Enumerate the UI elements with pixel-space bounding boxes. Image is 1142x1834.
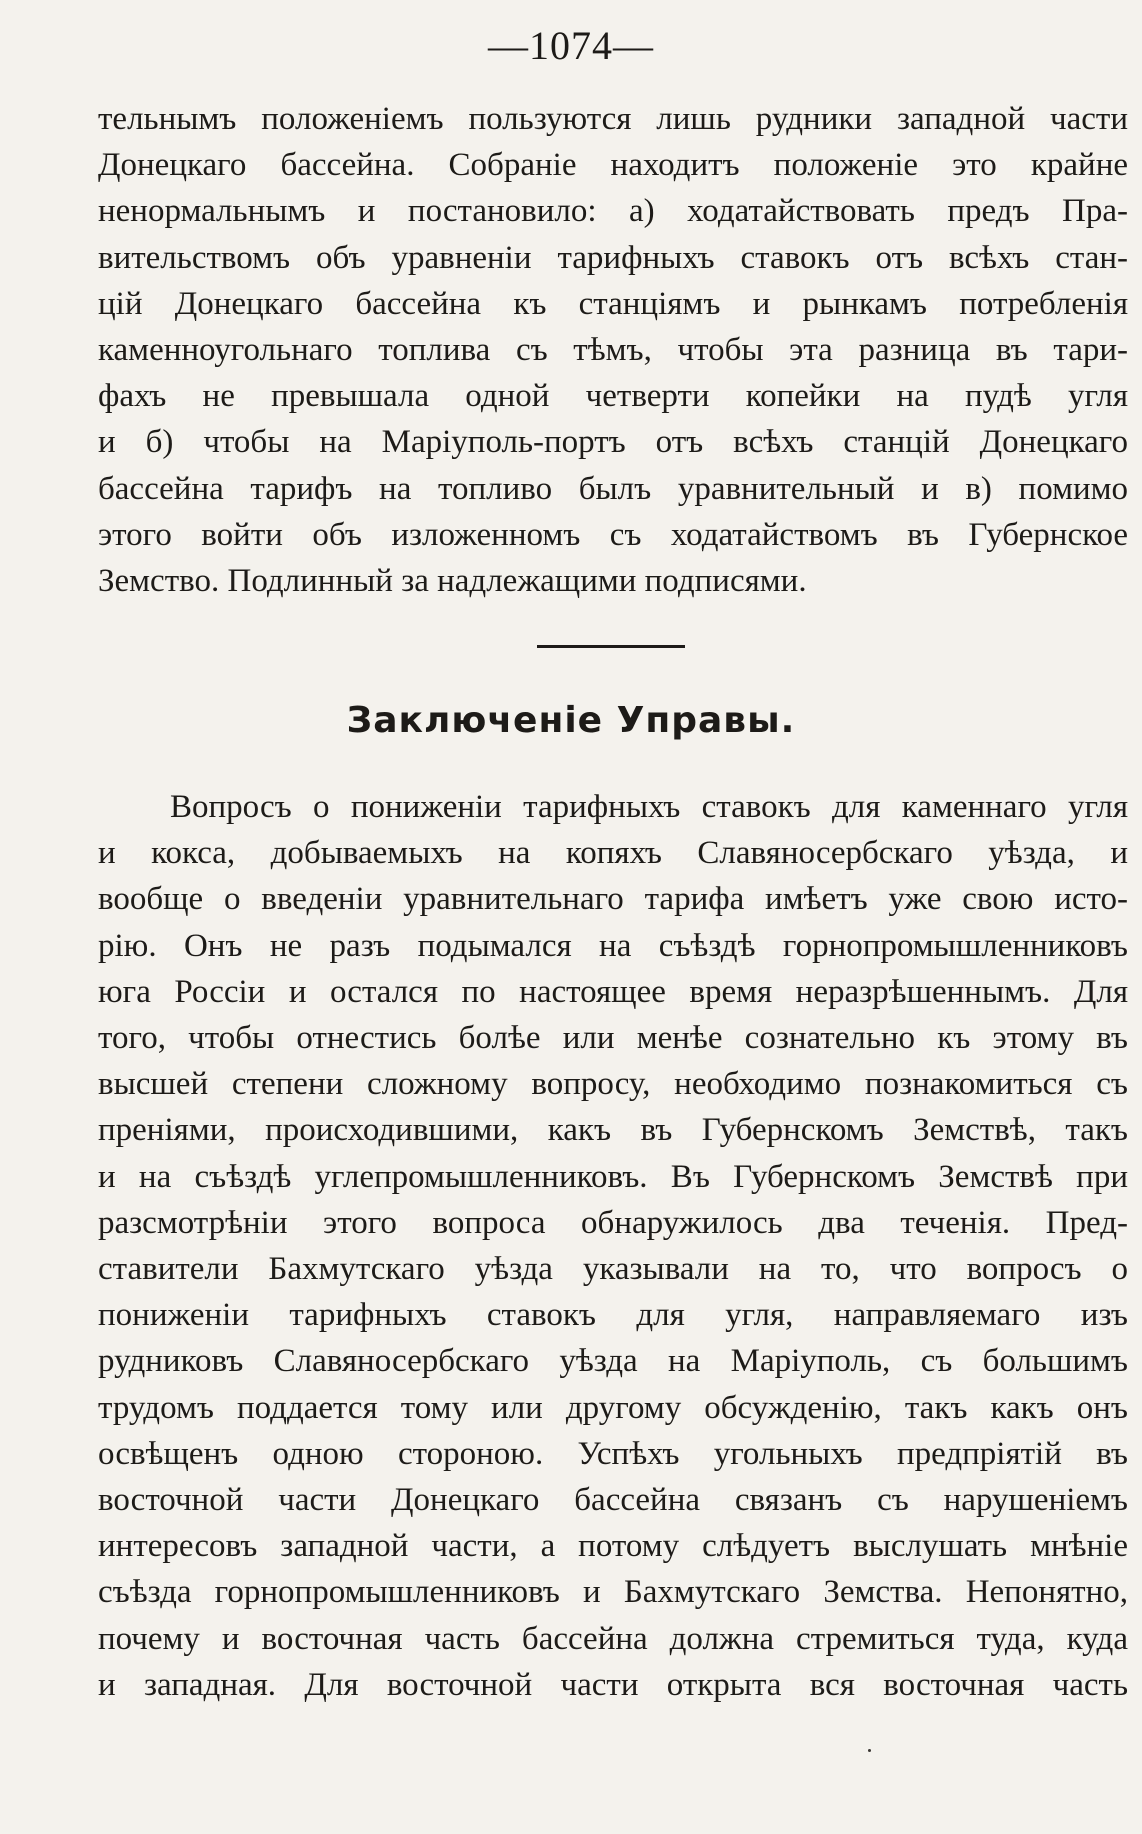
text-line: тельнымъ положеніемъ пользуются лишь рудники западной части (98, 101, 1128, 137)
text-line: юга Россіи и остался по настоящее время неразрѣшеннымъ. Для (98, 973, 1128, 1010)
text-line: Донецкаго бассейна. Собраніе находитъ положеніе это крайне (98, 147, 1128, 184)
text-line: ненормальнымъ и постановило: а) ходатайствовать предъ Пра- (98, 193, 1128, 230)
text-line: и б) чтобы на Маріуполь-портъ отъ всѣхъ станцій Донецкаго (98, 424, 1128, 461)
text-line: вообще о введеніи уравнительнаго тарифа имѣетъ уже свою исто- (98, 881, 1128, 918)
text-line: цій Донецкаго бассейна къ станціямъ и рынкамъ потребленія (98, 285, 1128, 322)
section-divider (537, 645, 685, 648)
text-line: рію. Онъ не разъ подымался на съѣздѣ горнопромышленниковъ (98, 927, 1128, 964)
page-number: —1074— (488, 23, 654, 68)
text-line: того, чтобы отнестись болѣе или менѣе сознательно къ этому въ (98, 1020, 1128, 1057)
text-line: ставители Бахмутскаго уѣзда указывали на то, что вопросъ о (98, 1251, 1128, 1288)
text-line: съѣзда горнопромышленниковъ и Бахмутскаго Земства. Непонятно, (98, 1574, 1128, 1611)
text-line: освѣщенъ одною стороною. Успѣхъ угольныхъ предпріятій въ (98, 1435, 1128, 1472)
text-line: восточной части Донецкаго бассейна связанъ съ нарушеніемъ (98, 1482, 1128, 1519)
text-line: каменноугольнаго топлива съ тѣмъ, чтобы эта разница въ тари- (98, 332, 1128, 369)
text-line: и на съѣздѣ углепромышленниковъ. Въ Губернскомъ Земствѣ при (98, 1158, 1128, 1195)
text-line: трудомъ поддается тому или другому обсужденію, такъ какъ онъ (98, 1389, 1128, 1426)
text-line: почему и восточная часть бассейна должна стремиться туда, куда (98, 1620, 1128, 1657)
paragraph-resolution (98, 96, 1128, 604)
text-line: Земство. Подлинный за надлежащими подписями. (98, 563, 807, 600)
section-heading: Заключеніе Управы. (346, 700, 796, 741)
text-line: пониженіи тарифныхъ ставокъ для угля, направляемаго изъ (98, 1297, 1128, 1334)
text-line: и западная. Для восточной части открыта вся восточная часть (98, 1666, 1128, 1703)
text-line: и кокса, добываемыхъ на копяхъ Славяносербскаго уѣзда, и (98, 835, 1128, 872)
text-line: рудниковъ Славяносербскаго уѣзда на Маріуполь, съ большимъ (98, 1343, 1128, 1380)
text-line: Вопросъ о пониженіи тарифныхъ ставокъ для каменнаго угля (170, 789, 1128, 825)
paragraph-conclusion (98, 784, 1128, 1708)
text-line: интересовъ западной части, а потому слѣдуетъ выслушать мнѣніе (98, 1528, 1128, 1565)
ink-speck (868, 1749, 871, 1752)
text-line: бассейна тарифъ на топливо былъ уравнительный и в) помимо (98, 470, 1128, 507)
text-line: этого войти объ изложенномъ съ ходатайствомъ въ Губернское (98, 516, 1128, 553)
text-line: разсмотрѣніи этого вопроса обнаружилось два теченія. Пред- (98, 1204, 1128, 1241)
text-line: фахъ не превышала одной четверти копейки на пудѣ угля (98, 378, 1128, 415)
text-line: высшей степени сложному вопросу, необходимо познакомиться съ (98, 1066, 1128, 1103)
text-line: преніями, происходившими, какъ въ Губернскомъ Земствѣ, такъ (98, 1112, 1128, 1149)
text-line: вительствомъ объ уравненіи тарифныхъ ставокъ отъ всѣхъ стан- (98, 239, 1128, 276)
